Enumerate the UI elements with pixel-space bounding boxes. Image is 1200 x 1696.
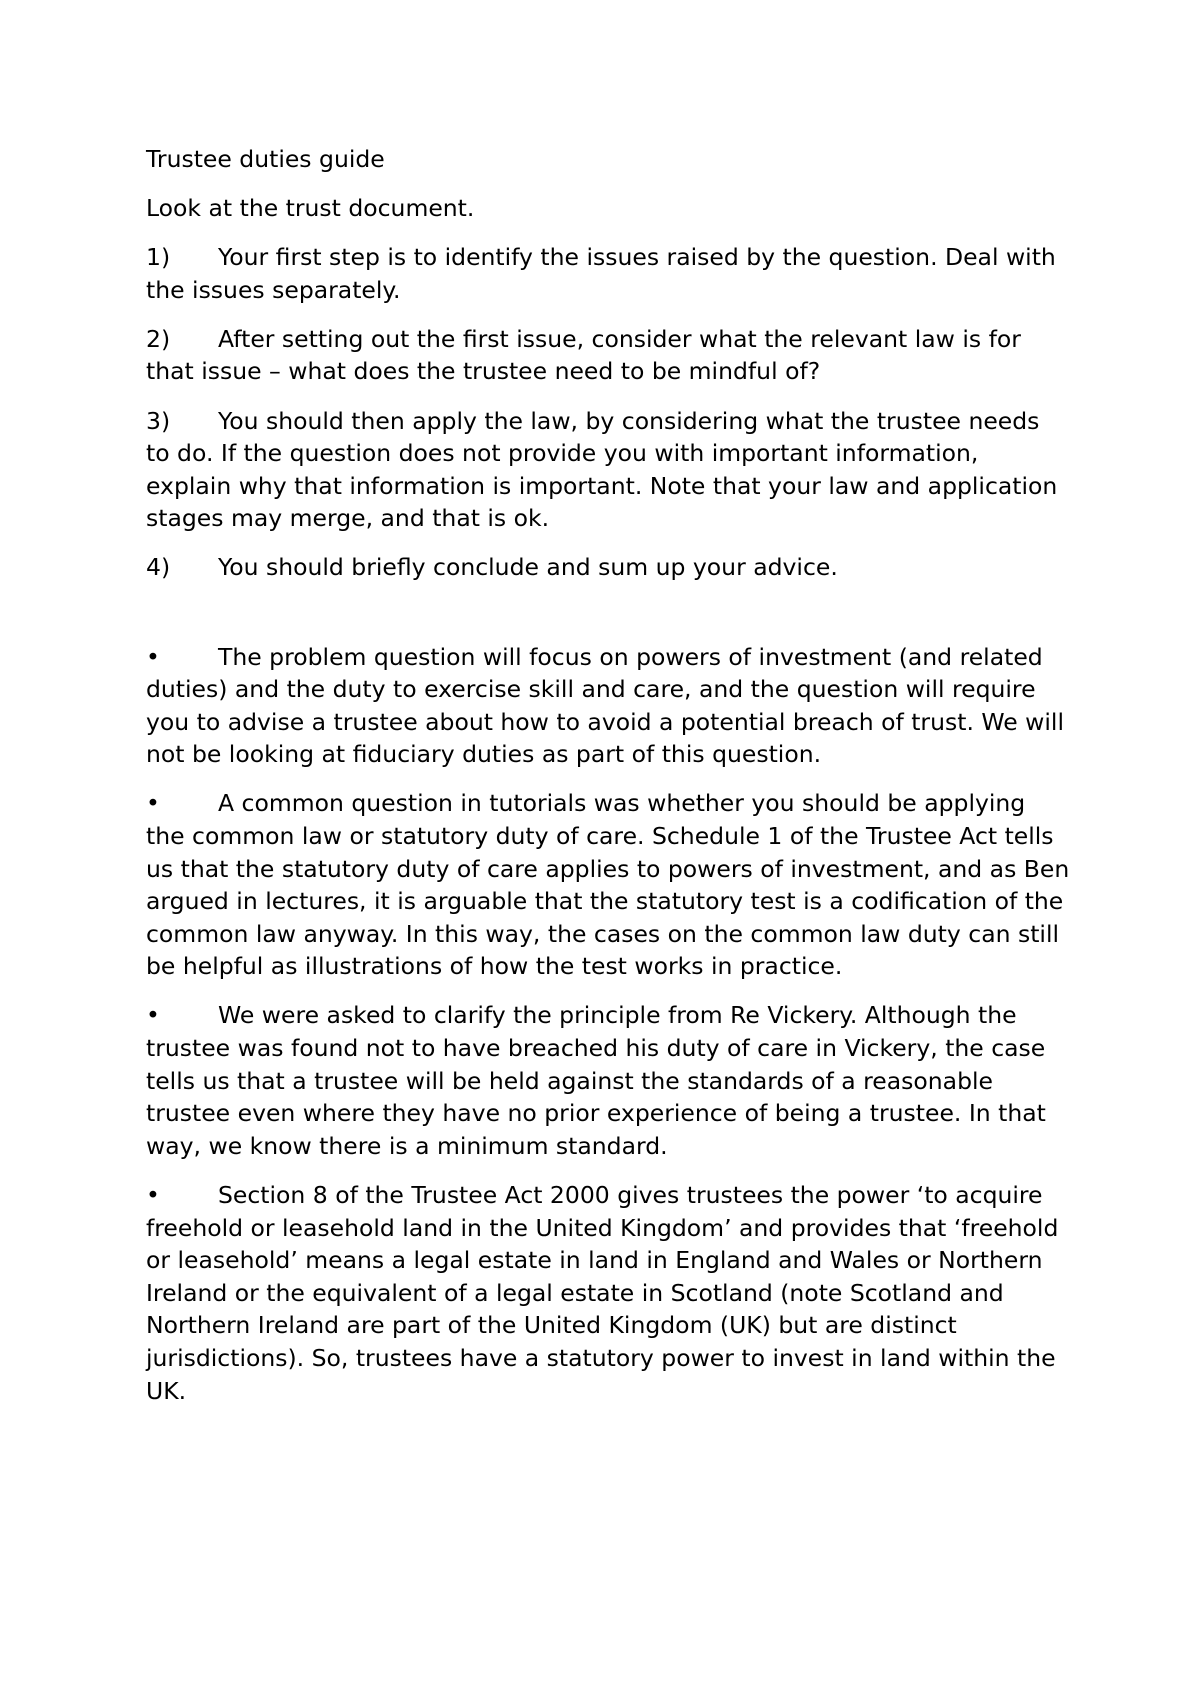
- bullet-text: A common question in tutorials was whether you should be applying the common law or statutory duty of care. Schedule 1 of the Trustee Act tells us that the statutory duty of care applies to powers of investment, and as Ben argued in lectures, it is arguable that the statutory test is a codification of the common law anyway. In this way, the cases on the common law duty can still be helpful as illustrations of how the test works in practice.: [146, 789, 1070, 981]
- step-marker: 1): [146, 243, 171, 272]
- step-4: [146, 551, 1070, 584]
- section-spacer: [146, 601, 1070, 641]
- step-text: After setting out the first issue, consider what the relevant law is for that issue – what does the trustee need to be mindful of?: [146, 324, 1021, 386]
- step-text: Your first step is to identify the issues raised by the question. Deal with the issues separately.: [146, 243, 1056, 304]
- document-title: Trustee duties guide: [146, 145, 385, 173]
- bullet-icon: •: [146, 789, 160, 818]
- step-marker: 4): [146, 553, 171, 582]
- bullet-2: [146, 787, 1070, 983]
- step-3: [146, 405, 1070, 535]
- step-marker: 3): [146, 406, 171, 435]
- document-body: [146, 143, 1070, 1424]
- bullet-text: We were asked to clarify the principle from Re Vickery. Although the trustee was found not to have breached his duty of care in Vickery, the case tells us that a trustee will be held against the standards of a reasonable trustee even where they have no prior experience of being a trustee. In that way, we know there is a minimum standard.: [146, 1001, 1046, 1160]
- intro-paragraph: Look at the trust document.: [146, 194, 475, 223]
- step-1: [146, 241, 1070, 306]
- step-text: You should briefly conclude and sum up your advice.: [218, 553, 838, 582]
- step-text: You should then apply the law, by considering what the trustee needs to do. If the question does not provide you with important information, explain why that information is important. Note that your law and application stages may merge, and that is ok.: [146, 406, 1058, 533]
- bullet-1: [146, 641, 1070, 771]
- bullet-3: [146, 999, 1070, 1162]
- bullet-text: The problem question will focus on powers of investment (and related duties) and the duty to exercise skill and care, and the question will require you to advise a trustee about how to avoid a potential breach of trust. We will not be looking at fiduciary duties as part of this question.: [146, 642, 1064, 769]
- step-marker: 2): [146, 324, 171, 353]
- bullet-icon: •: [146, 1180, 160, 1209]
- bullet-4: [146, 1179, 1070, 1407]
- bullet-icon: •: [146, 1001, 160, 1030]
- step-2: [146, 323, 1070, 388]
- bullet-text: Section 8 of the Trustee Act 2000 gives trustees the power ‘to acquire freehold or leasehold land in the United Kingdom’ and provides that ‘freehold or leasehold’ means a legal estate in land in England and Wales or Northern Ireland or the equivalent of a legal estate in Scotland (note Scotland and Northern Ireland are part of the United Kingdom (UK) but are distinct jurisdictions). So, trustees have a statutory power to invest in land within the UK.: [146, 1180, 1059, 1405]
- bullet-icon: •: [146, 642, 160, 671]
